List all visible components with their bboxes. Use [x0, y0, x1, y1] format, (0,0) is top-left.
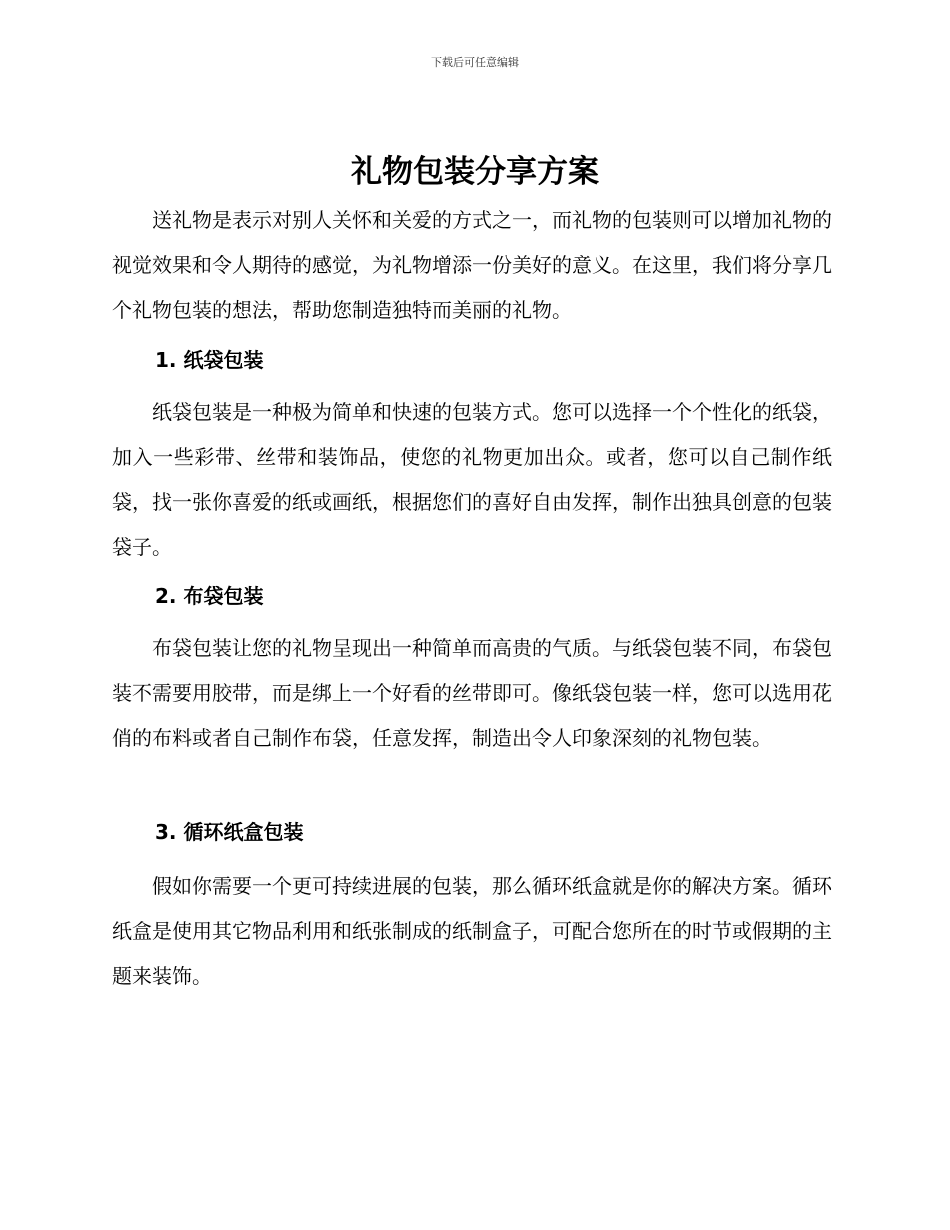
header-note: 下载后可任意编辑: [431, 56, 519, 69]
section-body-paper-bag: 纸袋包装是一种极为简单和快速的包装方式。您可以选择一个个性化的纸袋，加入一些彩带、丝带和装饰品，使您的礼物更加出众。或者，您可以自己制作纸袋，找一张你喜爱的纸或画纸，根据您们的喜好自由发挥，制作出独具创意的包装袋子。: [112, 400, 832, 559]
section-heading-paper-bag: 1. 纸袋包装: [155, 348, 264, 372]
document-title: 礼物包装分享方案: [351, 154, 599, 190]
section-heading-cloth-bag: 2. 布袋包装: [155, 584, 264, 608]
intro-paragraph: 送礼物是表示对别人关怀和关爱的方式之一，而礼物的包装则可以增加礼物的视觉效果和令人期待的感觉，为礼物增添一份美好的意义。在这里，我们将分享几个礼物包装的想法，帮助您制造独特而美丽的礼物。: [112, 208, 832, 322]
section-heading-recycled-box: 3. 循环纸盒包装: [155, 820, 304, 844]
section-body-cloth-bag: 布袋包装让您的礼物呈现出一种简单而高贵的气质。与纸袋包装不同，布袋包装不需要用胶带，而是绑上一个好看的丝带即可。像纸袋包装一样，您可以选用花俏的布料或者自己制作布袋，任意发挥，制造出令人印象深刻的礼物包装。: [112, 636, 832, 750]
section-body-recycled-box: 假如你需要一个更可持续进展的包装，那么循环纸盒就是你的解决方案。循环纸盒是使用其它物品利用和纸张制成的纸制盒子，可配合您所在的时节或假期的主题来装饰。: [112, 874, 832, 988]
